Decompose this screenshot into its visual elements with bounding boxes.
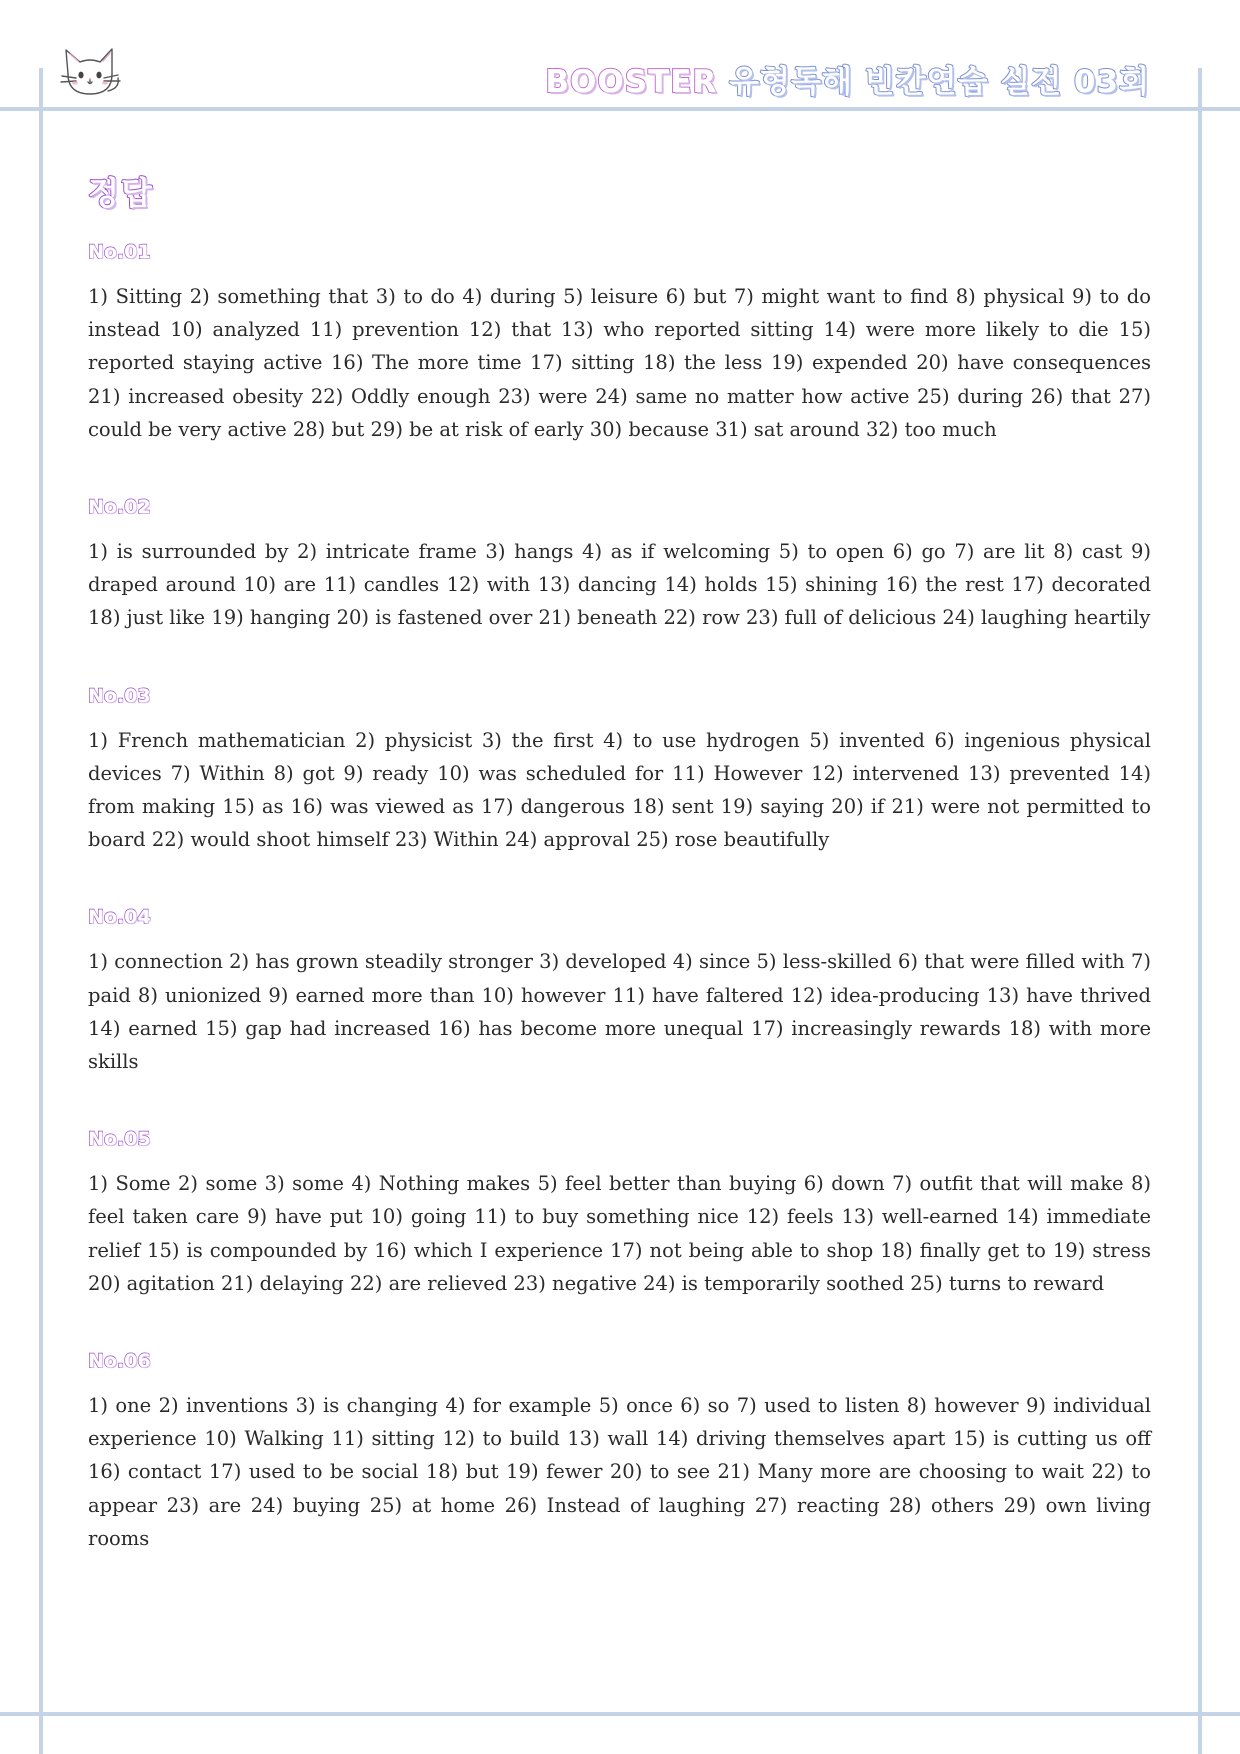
answer-text: 1) Sitting 2) something that 3) to do 4) during 5) leisure 6) but 7) might want to find 8) physical 9) to do instead 10) analyzed 11) prevention 12) that 13) who reported sitting 14) were more likely to die 15) reported staying active 16) The more time 17) sitting 18) the less 19) expended 20) have consequences 21) increased obesity 22) Oddly enough 23) were 24) same no matter how active 25) during 26) that 27) could be very active 28) but 29) be at risk of early 30) because 31) sat around 32) too much bbox=[88, 285, 1151, 441]
answer-text: 1) Some 2) some 3) some 4) Nothing makes 5) feel better than buying 6) down 7) outfit that will make 8) feel taken care 9) have put 10) going 11) to buy something nice 12) feels 13) well-earned 14) immediate relief 15) is compounded by 16) which I experience 17) not being able to shop 18) finally get to 19) stress 20) agitation 21) delaying 22) are relieved 23) negative 24) is temporarily soothed 25) turns to reward bbox=[88, 1172, 1151, 1295]
header-title bbox=[545, 56, 1150, 101]
answer-label: No.04 bbox=[88, 906, 151, 929]
answer-block-05 bbox=[88, 1125, 1151, 1300]
answer-label: No.02 bbox=[88, 496, 151, 519]
answer-block-03 bbox=[88, 682, 1151, 857]
answer-text: 1) is surrounded by 2) intricate frame 3) hangs 4) as if welcoming 5) to open 6) go 7) are lit 8) cast 9) draped around 10) are 11) candles 12) with 13) dancing 14) holds 15) shining 16) the rest 17) decorated 18) just like 19) hanging 20) is fastened over 21) beneath 22) row 23) full of delicious 24) laughing heartily bbox=[88, 540, 1151, 630]
right-rule bbox=[1198, 68, 1202, 1754]
answer-text: 1) French mathematician 2) physicist 3) the first 4) to use hydrogen 5) invented 6) ingenious physical devices 7) Within 8) got 9) ready 10) was scheduled for 11) However 12) intervened 13) prevented 14) from making 15) as 16) was viewed as 17) dangerous 18) sent 19) saying 20) if 21) were not permitted to board 22) would shoot himself 23) Within 24) approval 25) rose beautifully bbox=[88, 728, 1151, 852]
answer-label: No.03 bbox=[88, 684, 151, 707]
answer-label: No.05 bbox=[88, 1128, 151, 1151]
top-rule bbox=[0, 107, 1240, 111]
answer-label: No.06 bbox=[88, 1350, 151, 1373]
left-rule bbox=[39, 68, 43, 1754]
cat-icon bbox=[58, 44, 124, 100]
header-subtitle: 유형독해 빈칸연습 실전 03회 bbox=[729, 64, 1150, 100]
answer-text: 1) one 2) inventions 3) is changing 4) for example 5) once 6) so 7) used to listen 8) however 9) individual experience 10) Walking 11) sitting 12) to build 13) wall 14) driving themselves apart 15) is cutting us off 16) contact 17) used to be social 18) but 19) fewer 20) to see 21) Many more are choosing to wait 22) to appear 23) are 24) buying 25) at home 26) Instead of laughing 27) reacting 28) others 29) own living rooms bbox=[88, 1394, 1151, 1550]
page-title: 정답 bbox=[88, 174, 154, 212]
answer-block-01 bbox=[88, 238, 1151, 446]
bottom-rule bbox=[0, 1712, 1240, 1716]
answer-block-02 bbox=[88, 493, 1151, 635]
answer-block-06 bbox=[88, 1347, 1151, 1555]
answer-list bbox=[88, 238, 1151, 1555]
answer-block-04 bbox=[88, 903, 1151, 1078]
answer-label: No.01 bbox=[88, 241, 151, 263]
answer-text: 1) connection 2) has grown steadily stronger 3) developed 4) since 5) less-skilled 6) that were filled with 7) paid 8) unionized 9) earned more than 10) however 11) have faltered 12) idea-producing 13) have thrived 14) earned 15) gap had increased 16) has become more unequal 17) increasingly rewards 18) with more skills bbox=[88, 950, 1151, 1074]
header-brand: BOOSTER bbox=[545, 64, 718, 100]
